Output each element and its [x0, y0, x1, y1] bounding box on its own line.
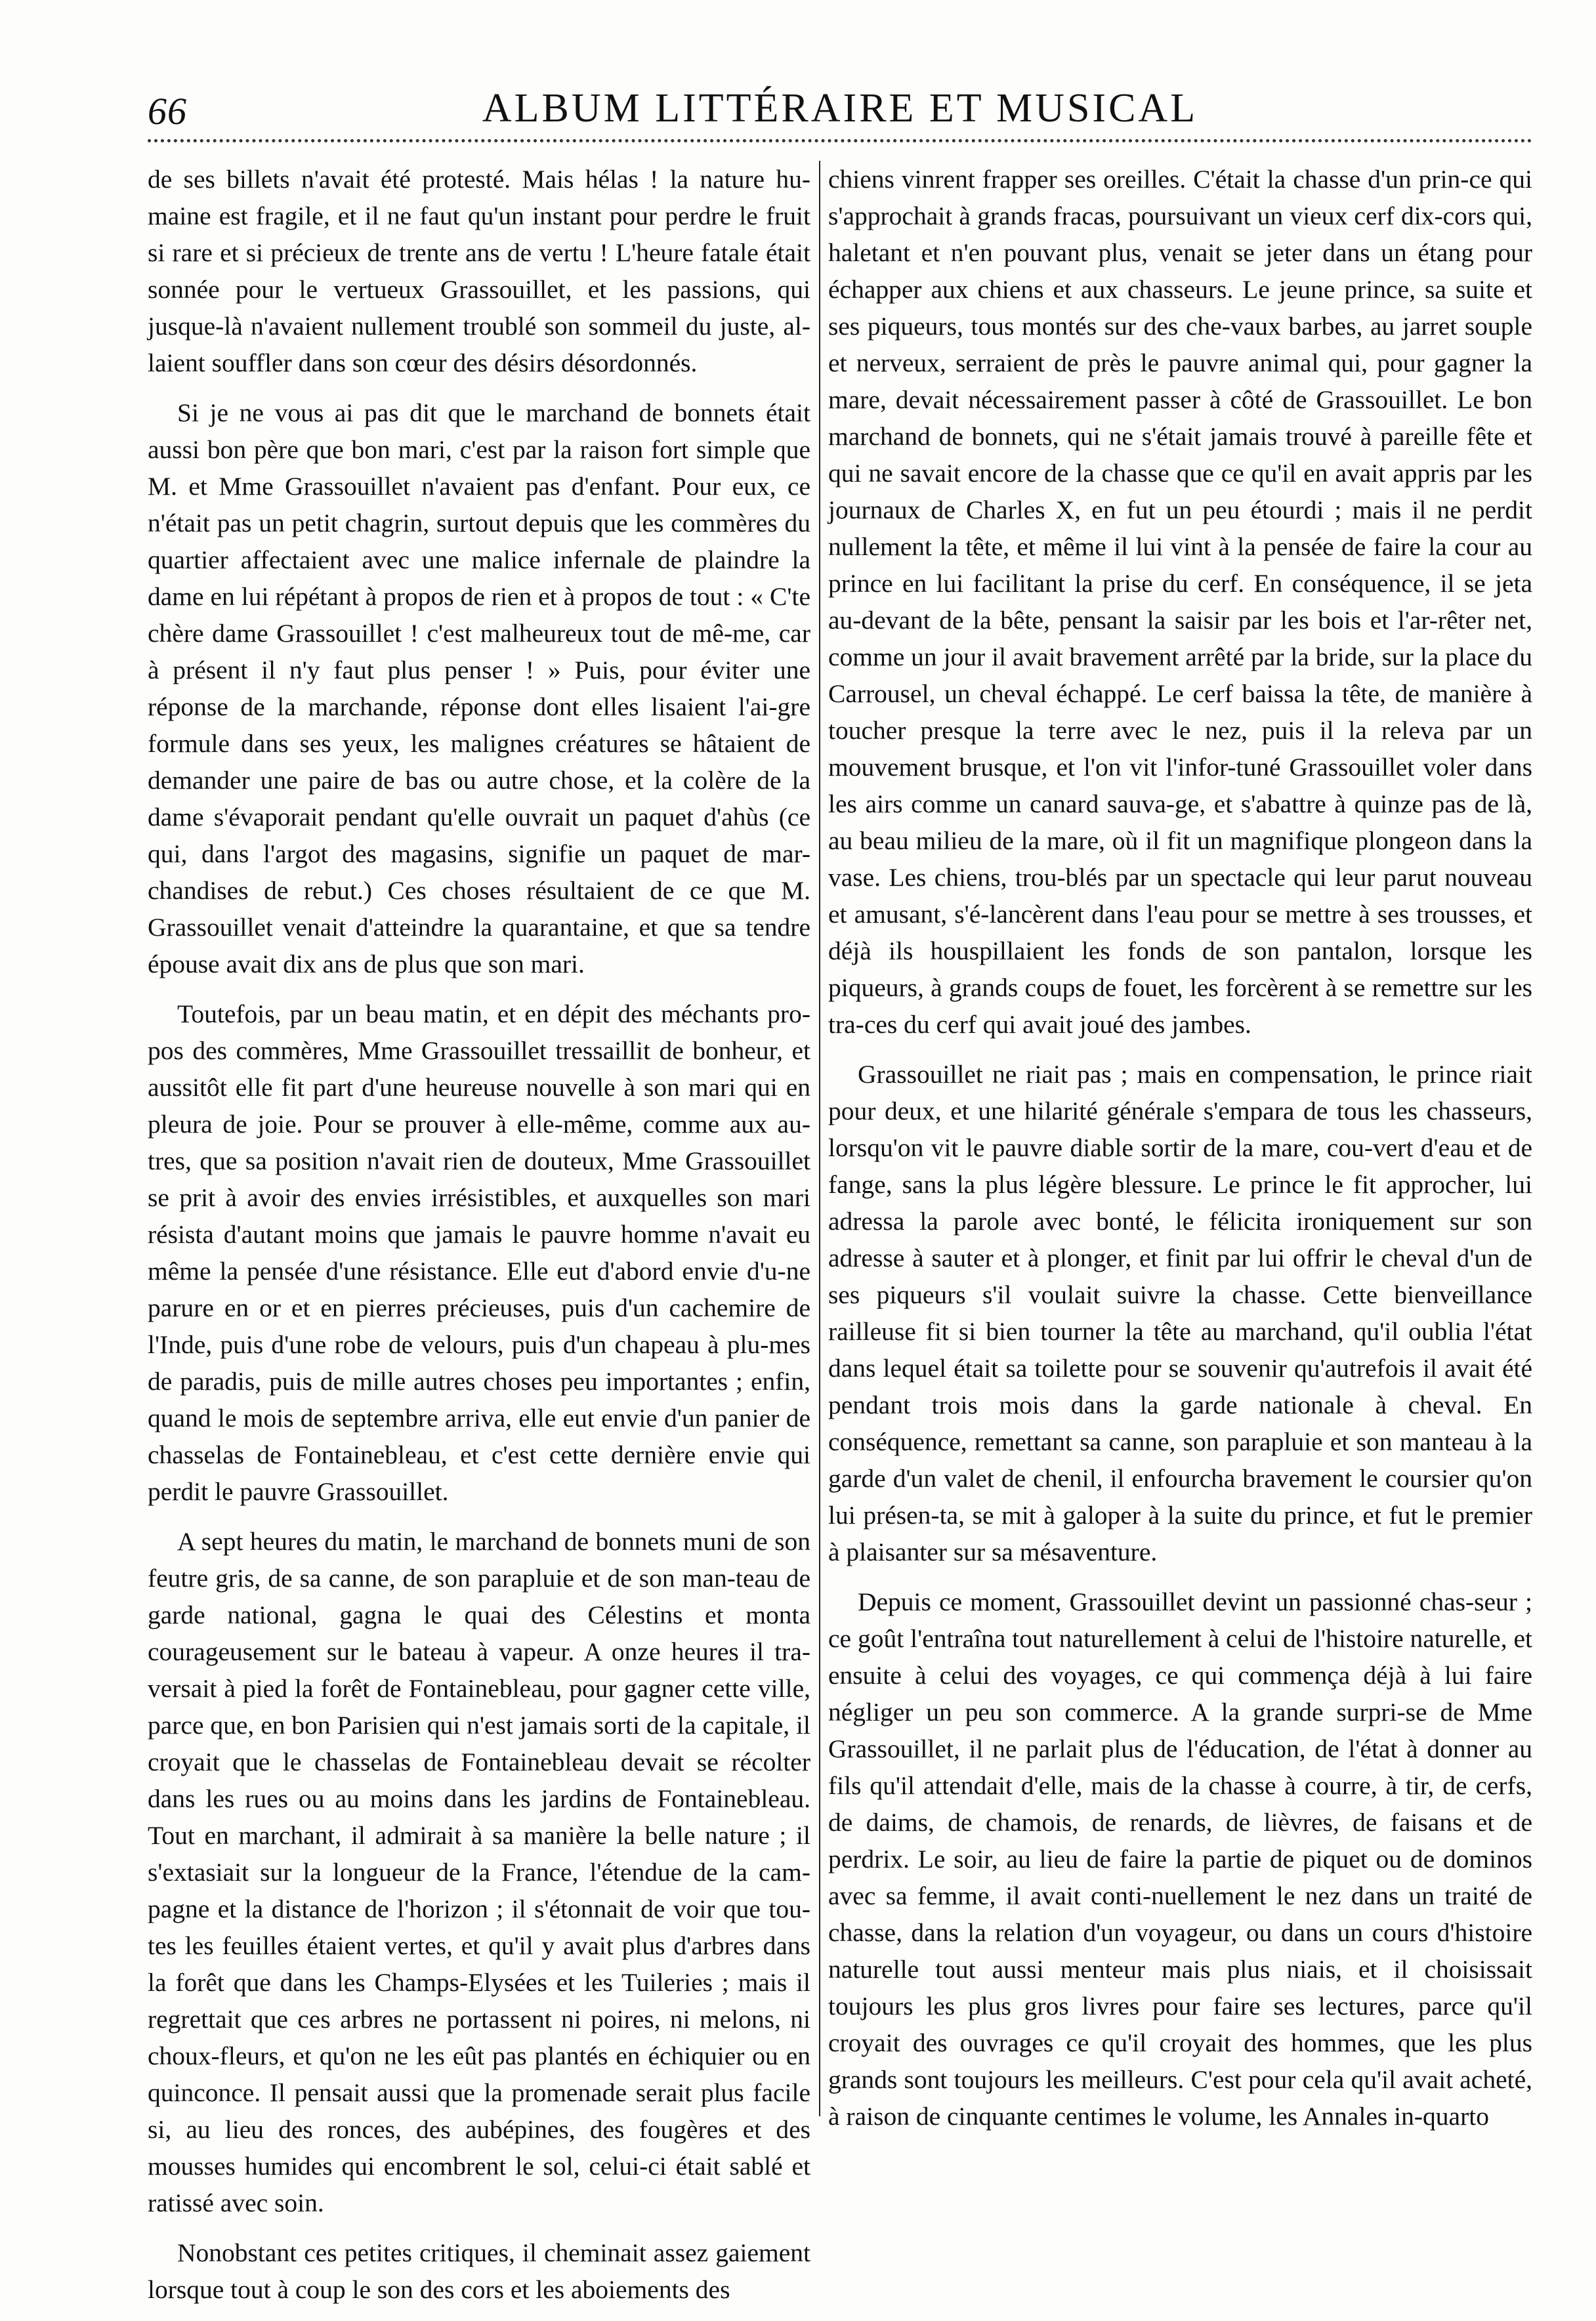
paragraph: chiens vinrent frapper ses oreilles. C'était la chasse d'un prin-ce qui s'approchait à grands fracas, poursuivant un vieux cerf dix-cors qui, haletant et n'en pouvant plus, venait se jeter dans un étang pour échapper aux chiens et aux chasseurs. Le jeune prince, sa suite et ses piqueurs, tous montés sur des che-vaux barbes, au jarret souple et nerveux, serraient de près le pauvre animal qui, pour gagner la mare, devait nécessairement passer à côté de Grassouillet. Le bon marchand de bonnets, qui ne s'était jamais trouvé à pareille fête et qui ne savait encore de la chasse que ce qu'il en avait appris par les journaux de Charles X, en fut un peu étourdi ; mais il ne perdit nullement la tête, et même il lui vint à la pensée de faire la cour au prince en lui facilitant la prise du cerf. En conséquence, il se jeta au-devant de la bête, pensant la saisir par les bois et l'ar-rêter net, comme un jour il avait bravement arrêté par la bride, sur la place du Carrousel, un cheval échappé. Le cerf baissa la tête, de manière à toucher presque la terre avec le nez, puis il la releva par un mouvement brusque, et l'on vit l'infor-tuné Grassouillet voler dans les airs comme un canard sauva-ge, et s'abattre à quinze pas de là, au beau milieu de la mare, où il fit un magnifique plongeon dans la vase. Les chiens, trou-blés par un spectacle qui leur parut nouveau et amusant, s'é-lancèrent dans l'eau pour se mettre à ses trousses, et déjà ils houspillaient les fonds de son pantalon, lorsque les piqueurs, à grands coups de fouet, les forcèrent à se remettre sur les tra-ces du cerf qui avait joué des jambes.: [828, 165, 1532, 1039]
paragraph: A sept heures du matin, le marchand de bonnets muni de son feutre gris, de sa canne, de son parapluie et de son man-teau de garde national, gagna le quai des Célestins et monta courageusement sur le bateau à vapeur. A onze heures il tra-versait à pied la forêt de Fontainebleau, pour gagner cette ville, parce que, en bon Parisien qui n'est jamais sorti de la capitale, il croyait que le chasselas de Fontainebleau devait se récolter dans les rues ou au moins dans les jardins de Fontainebleau. Tout en marchant, il admirait à sa manière la belle nature ; il s'extasiait sur la longueur de la France, l'étendue de la cam-pagne et la distance de l'horizon ; il s'étonnait de voir que tou-tes les feuilles étaient vertes, et qu'il y avait plus d'arbres dans la forêt que dans les Champs-Elysées et les Tuileries ; mais il regrettait que ces arbres ne portassent ni poires, ni melons, ni choux-fleurs, et qu'on ne les eût pas plantés en échiquier ou en quinconce. Il pensait aussi que la promenade serait plus facile si, au lieu des ronces, des aubépines, des fougères et des mousses humides qui encombrent le sol, celui-ci était sablé et ratissé avec soin.: [148, 1527, 810, 2217]
paragraph: de ses billets n'avait été protesté. Mais hélas ! la nature hu-maine est fragile, et il ne faut qu'un instant pour perdre le fruit si rare et si précieux de trente ans de vertu ! L'heure fatale était sonnée pour le vertueux Grassouillet, et les passions, qui jusque-là n'avaient nullement troublé son sommeil du juste, al-laient souffler dans son cœur des désirs désordonnés.: [148, 165, 810, 377]
right-column: [828, 161, 1532, 2148]
running-title: ALBUM LITTÉRAIRE ET MUSICAL: [482, 86, 1198, 131]
paragraph: Si je ne vous ai pas dit que le marchand de bonnets était aussi bon père que bon mari, c'est par la raison fort simple que M. et Mme Grassouillet n'avaient pas d'enfant. Pour eux, ce n'était pas un petit chagrin, surtout depuis que les commères du quartier affectaient avec une malice infernale de plaindre la dame en lui répétant à propos de rien et à propos de tout : « C'te chère dame Grassouillet ! c'est malheureux tout de mê-me, car à présent il n'y faut plus penser ! » Puis, pour éviter une réponse de la marchande, réponse dont elles lisaient l'ai-gre formule dans ses yeux, les malignes créatures se hâtaient de demander une paire de bas ou autre chose, et la colère de la dame s'évaporait pendant qu'elle ouvrait un paquet d'ahùs (ce qui, dans l'argot des magasins, signifie un paquet de mar-chandises de rebut.) Ces choses résultaient de ce que M. Grassouillet venait d'atteindre la quarantaine, et que sa tendre épouse avait dix ans de plus que son mari.: [148, 398, 810, 978]
left-column: [148, 161, 810, 2321]
paragraph: Toutefois, par un beau matin, et en dépit des méchants pro-pos des commères, Mme Grassouillet tressaillit de bonheur, et aussitôt elle fit part d'une heureuse nouvelle à son mari qui en pleura de joie. Pour se prouver à elle-même, comme aux au-tres, que sa position n'avait rien de douteux, Mme Grassouillet se prit à avoir des envies irrésistibles, et auxquelles son mari résista d'autant moins que jamais le pauvre homme n'avait eu même la pensée d'une résistance. Elle eut d'abord envie d'u-ne parure en or et en pierres précieuses, puis d'un cachemire de l'Inde, puis d'une robe de velours, puis d'un chapeau à plu-mes de paradis, puis de mille autres choses peu importantes ; enfin, quand le mois de septembre arriva, elle eut envie d'un panier de chasselas de Fontainebleau, et c'est cette dernière envie qui perdit le pauvre Grassouillet.: [148, 999, 810, 1506]
paragraph: Nonobstant ces petites critiques, il cheminait assez gaiement lorsque tout à coup le son des cors et les aboiements des: [148, 2238, 810, 2304]
paragraph: Depuis ce moment, Grassouillet devint un passionné chas-seur ; ce goût l'entraîna tout naturellement à celui de l'histoire naturelle, et ensuite à celui des voyages, ce qui commença déjà à lui faire négliger un peu son commerce. A la grande surpri-se de Mme Grassouillet, il ne parlait plus de l'éducation, de l'état à donner au fils qu'il attendait d'elle, mais de la chasse à courre, à tir, de cerfs, de daims, de chamois, de renards, de lièvres, de faisans et de perdrix. Le soir, au lieu de faire la partie de piquet ou de dominos avec sa femme, il avait conti-nuellement le nez dans un traité de chasse, dans la relation d'un voyageur, ou dans un cours d'histoire naturelle tout aussi menteur mais plus niais, et il choisissait toujours les plus gros livres pour faire ses lectures, parce qu'il croyait des ouvrages ce qu'il croyait des hommes, que les plus grands sont toujours les meilleurs. C'est pour cela qu'il avait acheté, à raison de cinquante centimes le volume, les Annales in-quarto: [828, 1587, 1532, 2131]
column-divider: [819, 161, 820, 2116]
page-number: 66: [148, 90, 187, 133]
header-divider: [148, 139, 1532, 142]
paragraph: Grassouillet ne riait pas ; mais en compensation, le prince riait pour deux, et une hilarité générale s'empara de tous les chasseurs, lorsqu'on vit le pauvre diable sortir de la mare, cou-vert d'eau et de fange, sans la plus légère blessure. Le prince le fit approcher, lui adressa la parole avec bonté, le félicita ironiquement sur son adresse à sauter et à plonger, et finit par lui offrir le cheval d'un de ses piqueurs s'il voulait suivre la chasse. Cette bienveillance railleuse fit si bien tourner la tête au marchand, qu'il oublia l'état dans lequel était sa toilette pour se souvenir qu'autrefois il avait été pendant trois mois dans la garde nationale à cheval. En conséquence, remettant sa canne, son parapluie et son manteau à la garde d'un valet de chenil, il enfourcha bravement le coursier qu'on lui présen-ta, se mit à galoper à la suite du prince, et fut le premier à plaisanter sur sa mésaventure.: [828, 1060, 1532, 1566]
